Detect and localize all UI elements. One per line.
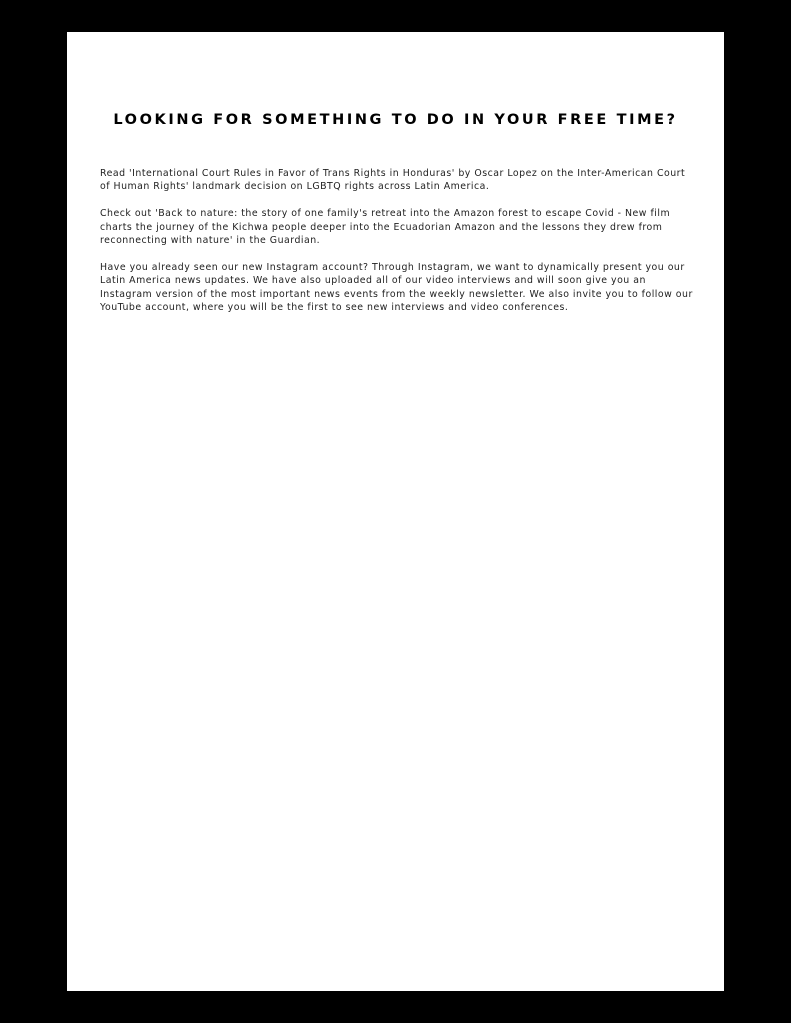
document-page xyxy=(67,32,724,991)
paragraph-back-to-nature: Check out 'Back to nature: the story of one family's retreat into the Amazon forest to escape Covid - New film charts the journey of the Kichwa people deeper into the Ecuadorian Amazon and the lessons they drew from reconnecting with nature' in the Guardian. xyxy=(100,208,671,247)
body-text xyxy=(100,167,696,328)
paragraph-court-ruling: Read 'International Court Rules in Favor of Trans Rights in Honduras' by Oscar Lopez on the Inter-American Court of Human Rights' landmark decision on LGBTQ rights across Latin America. xyxy=(100,168,686,193)
paragraph-instagram: Have you already seen our new Instagram account? Through Instagram, we want to dynamically present you our Latin America news updates. We have also uploaded all of our video interviews and will soon give you an Instagram version of the most important news events from the weekly newsletter. We also invite you to follow our YouTube account, where you will be the first to see new interviews and video conferences. xyxy=(100,261,693,314)
page-title: LOOKING FOR SOMETHING TO DO IN YOUR FREE TIME? xyxy=(113,112,678,128)
